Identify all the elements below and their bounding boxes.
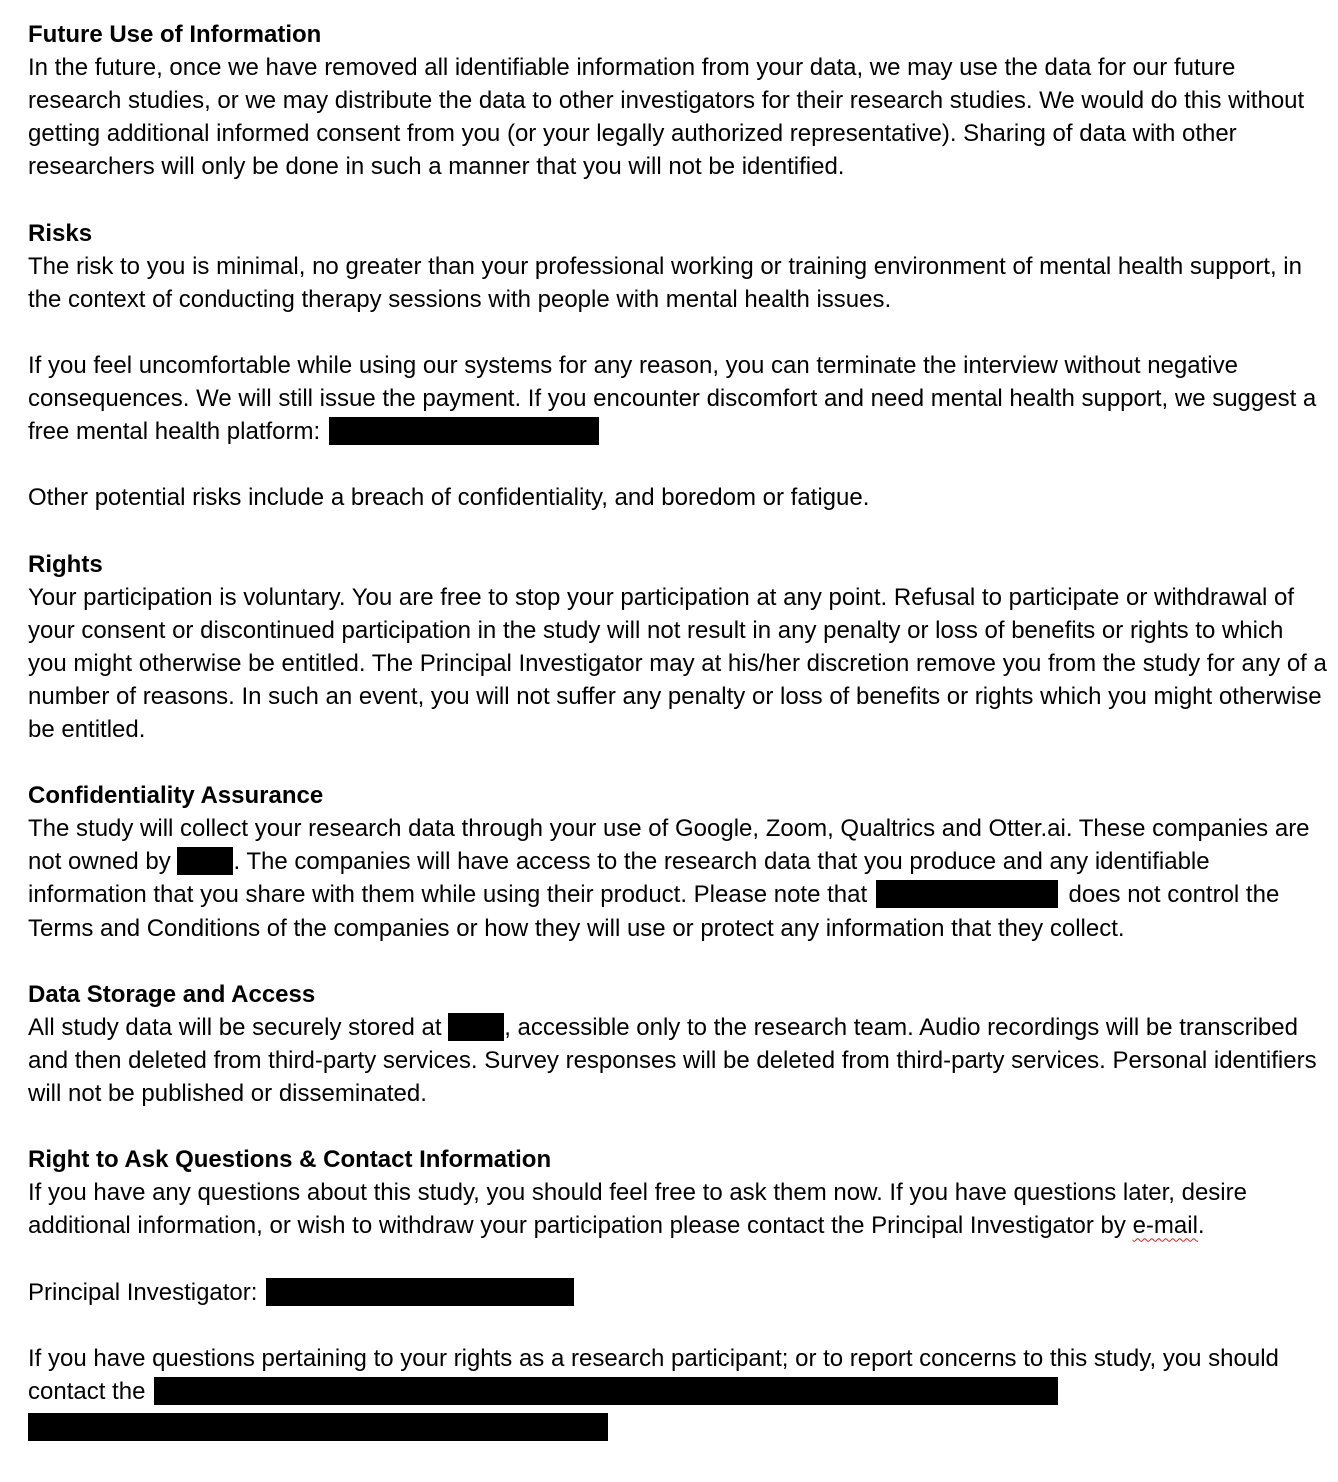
paragraph-future-use: In the future, once we have removed all identifiable information from your data, we may use the data for our future research studies, or we may distribute the data to other investigators for their research studies. We would do this without getting additional informed consent from you (or your legally authorized representative). Sharing of data with other researchers will only be done in such a manner that you will not be identified. <box>28 54 1305 181</box>
redacted-institution <box>876 880 1058 908</box>
redacted-pi-name <box>266 1278 574 1306</box>
pi-label: Principal Investigator: <box>28 1278 258 1306</box>
email-word-spellcheck: e-mail <box>1132 1212 1198 1240</box>
principal-investigator-line <box>28 1276 1328 1309</box>
paragraph-risks-1: The risk to you is minimal, no greater than your professional working or training environment of mental health support, in the context of conducting therapy sessions with people with mental health issues. <box>28 252 1302 313</box>
contact-text: If you have any questions about this study, you should feel free to ask them now. If you have questions later, desire additional information, or wish to withdraw your participation please contact the Principal Investigator by <box>28 1179 1247 1240</box>
redacted-owner <box>177 847 233 875</box>
paragraph-risks-2 <box>28 349 1328 448</box>
paragraph-risks-3: Other potential risks include a breach of confidentiality, and boredom or fatigue. <box>28 484 870 512</box>
paragraph-contact <box>28 1176 1328 1242</box>
paragraph-rights-contact <box>28 1342 1328 1441</box>
paragraph-rights: Your participation is voluntary. You are free to stop your participation at any point. Refusal to participate or withdrawal of your consent or discontinued participation in the study will not result in any penalty or loss of benefits or rights to which you might otherwise be entitled. The Principal Investigator may at his/her discretion remove you from the study for any of a number of reasons. In such an event, you will not suffer any penalty or loss of benefits or rights which you might otherwise be entitled. <box>28 583 1327 743</box>
heading-storage: Data Storage and Access <box>28 980 316 1008</box>
section-rights <box>28 548 1328 747</box>
section-storage <box>28 978 1328 1110</box>
redacted-storage-location <box>448 1013 504 1041</box>
heading-rights: Rights <box>28 550 103 578</box>
heading-risks: Risks <box>28 219 93 247</box>
redacted-contact-office <box>154 1377 1058 1405</box>
confidentiality-text-1: The study will collect your research data through your use of Google, Zoom, Qualtrics and Otter.ai. These companies are not owned by <box>28 815 1310 876</box>
redacted-contact-details <box>28 1413 608 1441</box>
rights-contact-text: If you have questions pertaining to your rights as a research participant; or to report concerns to this study, you should contact the <box>28 1344 1279 1405</box>
confidentiality-text-2: . The companies will have access to the research data that you produce and any identifiable information that you share with them while using their product. Please note that <box>28 848 1210 909</box>
confidentiality-text-3: does not control the Terms and Conditions of the companies or how they will use or protect any information that they collect. <box>28 881 1280 942</box>
heading-contact: Right to Ask Questions & Contact Information <box>28 1146 552 1174</box>
heading-future-use: Future Use of Information <box>28 21 322 48</box>
paragraph-confidentiality <box>28 812 1328 944</box>
section-risks <box>28 217 1328 515</box>
section-future-use <box>28 18 1328 183</box>
contact-text-end: . <box>1197 1212 1205 1240</box>
consent-document <box>28 18 1328 1474</box>
heading-confidentiality: Confidentiality Assurance <box>28 782 324 810</box>
storage-text-2: , accessible only to the research team. Audio recordings will be transcribed and then deleted from third-party services. Survey responses will be deleted from third-party services. Personal identifiers will not be published or disseminated. <box>28 1013 1317 1107</box>
section-confidentiality <box>28 779 1328 944</box>
storage-text-1: All study data will be securely stored at <box>28 1013 442 1041</box>
redacted-platform <box>329 417 599 445</box>
paragraph-risks-2-text: If you feel uncomfortable while using our systems for any reason, you can terminate the interview without negative consequences. We will still issue the payment. If you encounter discomfort and need mental health support, we suggest a free mental health platform: <box>28 351 1317 446</box>
section-contact <box>28 1143 1328 1441</box>
paragraph-storage <box>28 1011 1328 1110</box>
